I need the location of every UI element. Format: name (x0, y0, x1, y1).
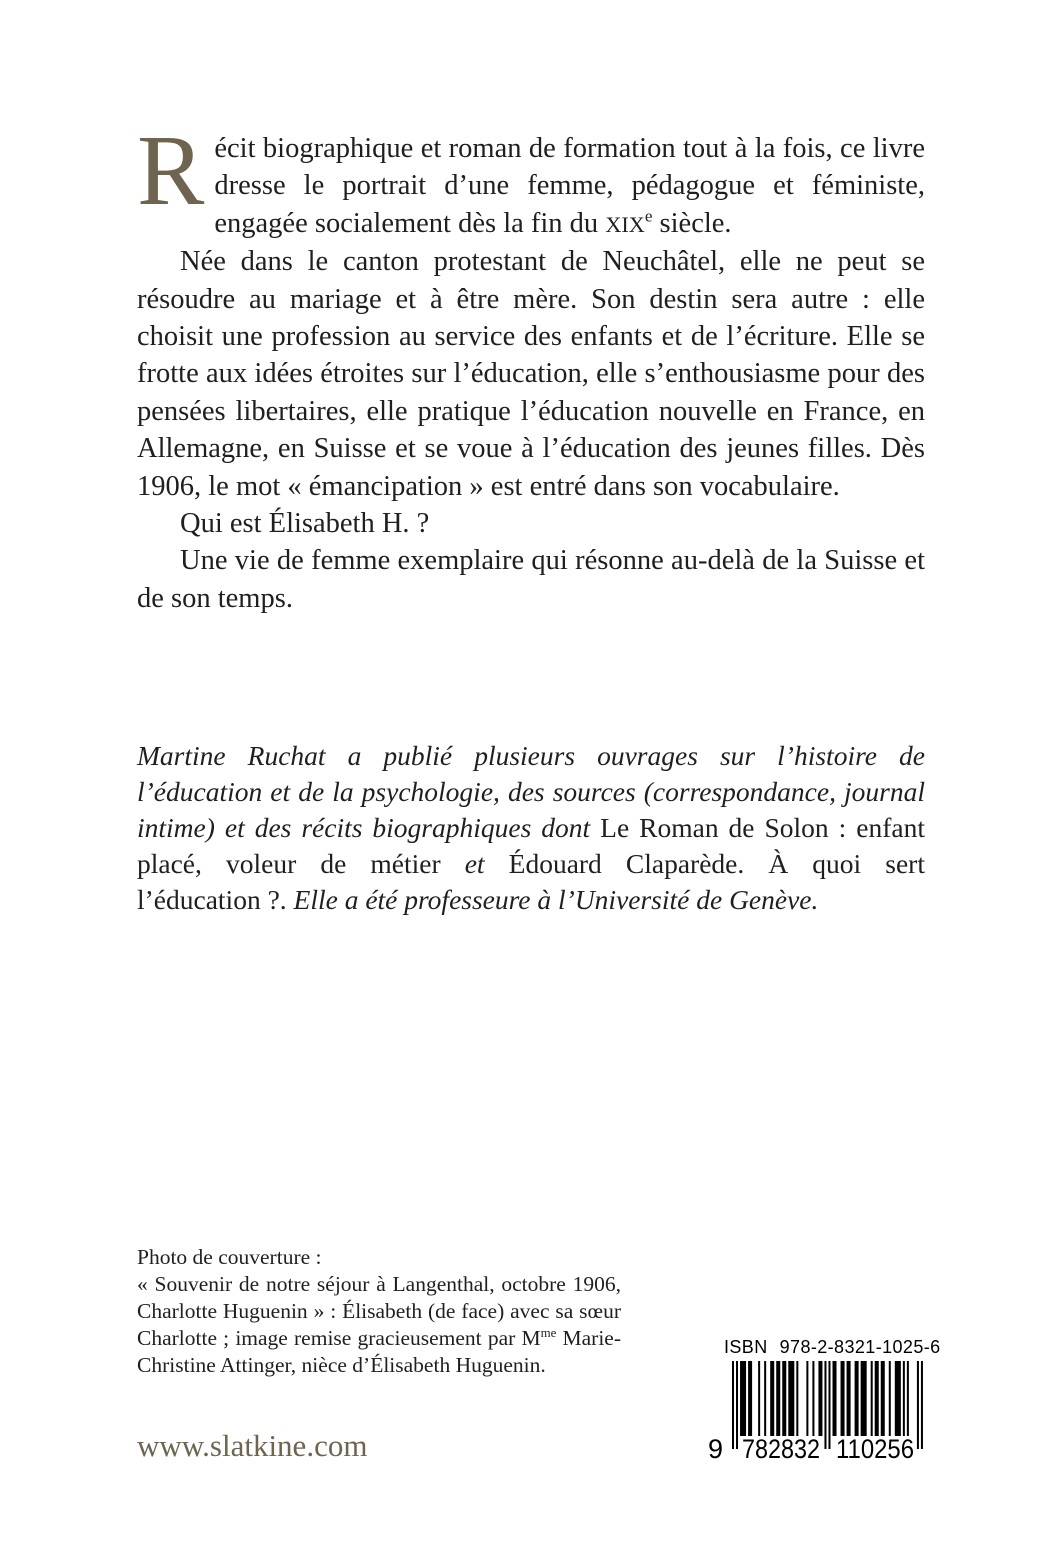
barcode-bar (758, 1361, 760, 1436)
barcode-bar (736, 1361, 738, 1449)
barcode-bar (740, 1361, 746, 1436)
barcode-bar (881, 1361, 885, 1436)
barcode-bar (796, 1361, 798, 1436)
barcode-bar (847, 1361, 851, 1436)
blurb-paragraph-3: Qui est Élisabeth H. ? (180, 508, 430, 540)
blurb-paragraph-1 (137, 114, 925, 243)
author-bio-text: Martine Ruchat a publié plusieurs ouvrages sur l’histoire de l’éducation et de la psychologie, des sources (correspondance, journal intime) et des récits biographiques dont Le Roman de Solon : enfant placé, voleur de métier et Édouard Claparède. À quoi sert l’éducation ?. Elle a été professeure à l’Université de Genève. (137, 740, 925, 915)
barcode-bar (824, 1361, 826, 1449)
barcode-bar (732, 1361, 734, 1449)
barcode-bar (841, 1361, 845, 1436)
author-bio (137, 738, 925, 918)
barcode-bar (907, 1361, 909, 1436)
photo-credit (137, 1244, 621, 1379)
barcode-bar (833, 1361, 837, 1436)
barcode-bar (875, 1361, 879, 1436)
photo-credit-body: « Souvenir de notre séjour à Langenthal, octobre 1906, Charlotte Huguenin » : Élisabeth (de face) avec sa sœur Charlotte ; image remise gracieusement par $M^{me}$ Marie-Christine Attinger, nièce d’Élisabeth Huguenin. (137, 1272, 621, 1377)
barcode-bar (895, 1361, 901, 1436)
barcode-bar (764, 1361, 766, 1436)
publisher-website: www.slatkine.com (137, 1428, 368, 1463)
barcode-bar (788, 1361, 794, 1436)
barcode-digits-left: 782832 (742, 1434, 820, 1464)
barcode-digit-lead: 9 (708, 1434, 724, 1464)
blurb-paragraph-4: Une vie de femme exemplaire qui résonne au-delà de la Suisse et de son temps. (137, 545, 925, 614)
drop-cap-letter: R (137, 114, 205, 226)
photo-credit-title: Photo de couverture : (137, 1245, 322, 1269)
barcode-digits-right: 110256 (836, 1434, 914, 1464)
barcode-bar (855, 1361, 859, 1436)
barcode-bar (776, 1361, 780, 1436)
barcode-bar (818, 1361, 822, 1436)
blurb-paragraph-1-text: écit biographique et roman de formation tout à la fois, ce livre dresse le portrait d’une femme, pédagogue et féministe, engagée socialement dès la fin du XIXe siècle. (214, 133, 925, 239)
barcode-bar (889, 1361, 891, 1436)
barcode-bar (812, 1361, 814, 1436)
barcode-bar (828, 1361, 830, 1449)
ean-barcode-svg (700, 1361, 932, 1465)
barcode-bar (861, 1361, 867, 1436)
barcode-bar (903, 1361, 905, 1436)
barcode-bar (917, 1361, 919, 1449)
barcode-bar (770, 1361, 774, 1436)
isbn-label: ISBN (724, 1337, 768, 1357)
blurb-paragraph-2: Née dans le canton protestant de Neuchâtel, elle ne peut se résoudre au mariage et à être mère. Son destin sera autre : elle choisit une profession au service des enfants et de l’écriture. Elle se frotte aux idées étroites sur l’éducation, elle s’enthousiasme pour des pensées libertaires, elle pratique l’éducation nouvelle en France, en Allemagne, en Suisse et se voue à l’éducation des jeunes filles. Dès 1906, le mot « émancipation » est entré dans son vocabulaire. (137, 246, 925, 502)
barcode-bar (871, 1361, 873, 1436)
barcode-bar (748, 1361, 752, 1436)
barcode-bar (782, 1361, 786, 1436)
barcode-bar (806, 1361, 808, 1436)
barcode-bar (921, 1361, 923, 1449)
isbn-number: 978-2-8321-1025-6 (779, 1337, 941, 1357)
isbn-block (700, 1337, 941, 1465)
back-cover-blurb (137, 114, 925, 617)
isbn-row (700, 1337, 941, 1358)
